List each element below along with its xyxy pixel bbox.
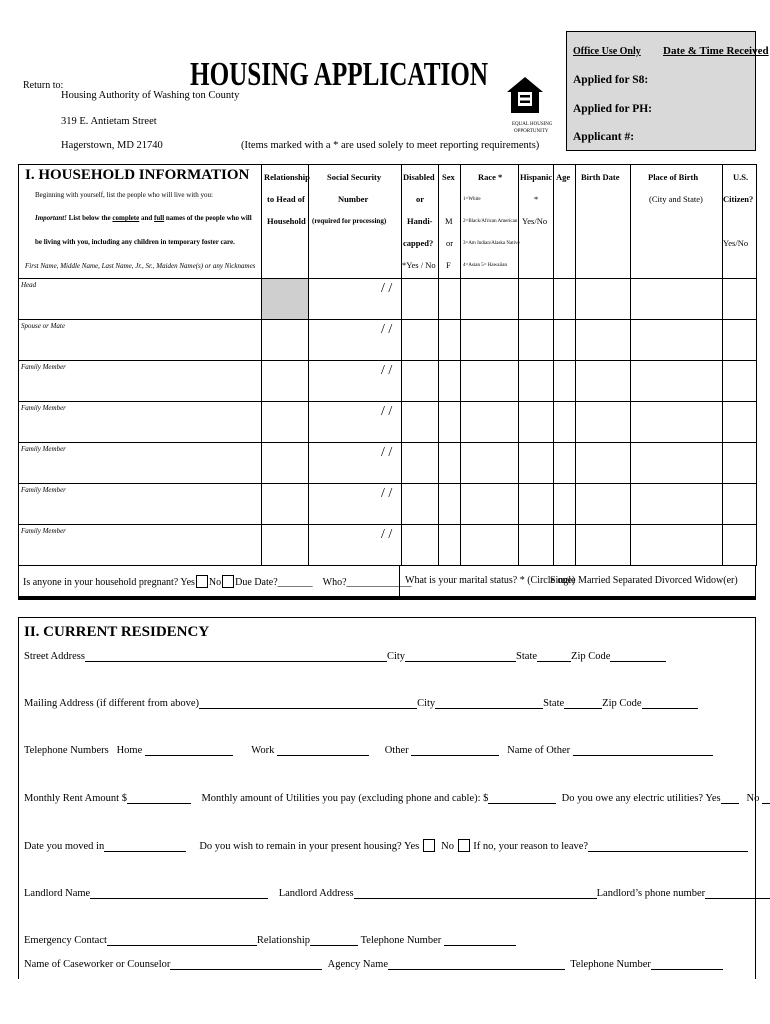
org-name: Housing Authority of Washing ton County bbox=[61, 90, 240, 101]
mailing-field[interactable] bbox=[199, 697, 417, 709]
marital-options[interactable]: Single Married Separated Divorced Widow(er) bbox=[550, 575, 738, 586]
race-header-5: 4=Asian 5= Hawaiian bbox=[463, 263, 507, 268]
table-row[interactable] bbox=[19, 402, 757, 443]
ssn-cell[interactable] bbox=[309, 402, 402, 443]
return-to-label: Return to: bbox=[23, 80, 64, 91]
disabled-cell[interactable] bbox=[402, 443, 439, 484]
member-name-cell[interactable] bbox=[19, 279, 262, 320]
state-label: State bbox=[516, 651, 538, 662]
pregnant-question: Is anyone in your household pregnant? Yes No Due Date?_______ Who?_____________ bbox=[23, 577, 412, 588]
relationship-cell[interactable] bbox=[262, 484, 309, 525]
eho-text-1: EQUAL HOUSING bbox=[512, 122, 553, 127]
member-name-cell[interactable] bbox=[19, 402, 262, 443]
citizen-cell[interactable] bbox=[723, 525, 757, 566]
moved-in-row bbox=[24, 839, 748, 852]
pregnant-no-checkbox[interactable] bbox=[222, 575, 234, 588]
moved-in-field[interactable] bbox=[104, 840, 186, 852]
caseworker-phone-label: Telephone Number bbox=[570, 959, 651, 970]
race-header-2: 1=White bbox=[463, 197, 481, 202]
name-other-field[interactable] bbox=[573, 744, 713, 756]
emergency-field[interactable] bbox=[107, 934, 257, 946]
owe-no-label: No bbox=[746, 793, 760, 804]
hispanic-cell[interactable] bbox=[519, 443, 554, 484]
birth-cell[interactable] bbox=[576, 525, 631, 566]
date-slash: / / bbox=[381, 404, 393, 419]
sex-header-4: F bbox=[446, 260, 451, 270]
equal-housing-logo-icon bbox=[505, 75, 545, 115]
citizen-cell[interactable] bbox=[723, 279, 757, 320]
member-name-cell[interactable] bbox=[19, 443, 262, 484]
hispanic-cell[interactable] bbox=[519, 402, 554, 443]
citizen-header-1: U.S. bbox=[733, 172, 749, 182]
telephone-row bbox=[24, 744, 713, 756]
birth-cell[interactable] bbox=[576, 279, 631, 320]
pob-cell[interactable] bbox=[631, 484, 723, 525]
disabled-cell[interactable] bbox=[402, 361, 439, 402]
other-phone-field[interactable] bbox=[411, 744, 499, 756]
instruction-1: Beginning with yourself, list the people who will live with you: bbox=[35, 191, 213, 199]
dis-header-3: Handi- bbox=[407, 216, 433, 226]
his-header-3: Yes/No bbox=[522, 216, 548, 226]
emergency-phone-label: Telephone Number bbox=[360, 935, 442, 946]
page-title: HOUSING APPLICATION bbox=[190, 56, 489, 93]
date-slash: / / bbox=[381, 322, 393, 337]
landlord-row bbox=[24, 887, 770, 899]
agency-label: Agency Name bbox=[327, 959, 388, 970]
reporting-note: (Items marked with a * are used solely to meet reporting requirements) bbox=[241, 140, 540, 151]
race-header-4: 3=Am Indian/Alaska Native bbox=[463, 241, 520, 246]
mailing-address-row bbox=[24, 697, 698, 709]
age-cell[interactable] bbox=[554, 320, 576, 361]
sex-cell[interactable] bbox=[439, 361, 461, 402]
table-row[interactable] bbox=[19, 443, 757, 484]
row-label: Family Member bbox=[21, 363, 66, 371]
member-name-cell[interactable] bbox=[19, 484, 262, 525]
disabled-header-cell bbox=[402, 165, 439, 279]
ssn-header-cell bbox=[309, 165, 402, 279]
disabled-cell[interactable] bbox=[402, 484, 439, 525]
disabled-cell[interactable] bbox=[402, 279, 439, 320]
ssn-cell[interactable] bbox=[309, 484, 402, 525]
disabled-cell[interactable] bbox=[402, 320, 439, 361]
relationship-cell[interactable] bbox=[262, 320, 309, 361]
hispanic-cell[interactable] bbox=[519, 525, 554, 566]
zip-field[interactable] bbox=[642, 697, 698, 709]
birth-cell[interactable] bbox=[576, 361, 631, 402]
relationship-cell bbox=[262, 279, 309, 320]
owe-yes-field[interactable] bbox=[721, 792, 739, 804]
ssn-cell[interactable] bbox=[309, 279, 402, 320]
marital-question: What is your marital status? * (Circle one) bbox=[405, 575, 576, 586]
caseworker-label: Name of Caseworker or Counselor bbox=[24, 959, 171, 970]
mailing-label: Mailing Address (if different from above) bbox=[24, 698, 200, 709]
row-label: Head bbox=[21, 281, 37, 289]
instruction-2: Important! List below the complete and full names of the people who will bbox=[35, 214, 252, 222]
birth-cell[interactable] bbox=[576, 484, 631, 525]
city-field[interactable] bbox=[405, 650, 516, 662]
hispanic-cell[interactable] bbox=[519, 320, 554, 361]
citizen-cell[interactable] bbox=[723, 443, 757, 484]
pregnancy-marital-row bbox=[18, 565, 756, 597]
section2-title: II. CURRENT RESIDENCY bbox=[24, 624, 210, 640]
household-table bbox=[18, 164, 757, 566]
office-use-label: Office Use Only bbox=[573, 46, 641, 57]
table-row[interactable] bbox=[19, 279, 757, 320]
ssn-header-3: (required for processing) bbox=[312, 217, 387, 225]
sex-cell[interactable] bbox=[439, 484, 461, 525]
row-label: Family Member bbox=[21, 527, 66, 535]
home-label: Home bbox=[116, 745, 143, 756]
state-label: State bbox=[543, 698, 565, 709]
age-cell[interactable] bbox=[554, 361, 576, 402]
instruction-4: First Name, Middle Name, Last Name, Jr., Sr., Maiden Name(s) or any Nicknames bbox=[25, 262, 256, 270]
landlord-name-label: Landlord Name bbox=[24, 888, 91, 899]
emergency-phone-field[interactable] bbox=[444, 934, 516, 946]
street-field[interactable] bbox=[85, 650, 387, 662]
citizen-cell[interactable] bbox=[723, 320, 757, 361]
emergency-label: Emergency Contact bbox=[24, 935, 107, 946]
race-header-cell bbox=[461, 165, 519, 279]
row-label: Family Member bbox=[21, 486, 66, 494]
zip-label: Zip Code bbox=[602, 698, 642, 709]
dis-header-5: *Yes / No bbox=[402, 260, 436, 270]
citizen-header-3: Yes/No bbox=[723, 238, 749, 248]
race-header-1: Race * bbox=[478, 172, 503, 182]
work-phone-field[interactable] bbox=[277, 744, 369, 756]
table-row[interactable] bbox=[19, 525, 757, 566]
race-cell[interactable] bbox=[461, 279, 519, 320]
hispanic-cell[interactable] bbox=[519, 279, 554, 320]
moved-in-label: Date you moved in bbox=[24, 841, 105, 852]
race-cell[interactable] bbox=[461, 402, 519, 443]
landlord-phone-field[interactable] bbox=[705, 887, 770, 899]
ssn-header-1: Social Security bbox=[327, 172, 382, 182]
date-time-received-label: Date & Time Received bbox=[663, 45, 769, 57]
other-label: Other bbox=[384, 745, 409, 756]
citizen-header-2: Citizen? bbox=[723, 194, 754, 204]
relationship-label: Relationship bbox=[256, 935, 310, 946]
remain-label: Do you wish to remain in your present housing? Yes bbox=[199, 841, 420, 852]
sex-header-2: M bbox=[445, 216, 453, 226]
rel-header-1: Relationship bbox=[264, 172, 310, 182]
zip-field[interactable] bbox=[610, 650, 666, 662]
remain-yes-checkbox[interactable] bbox=[423, 839, 435, 852]
owe-utilities-label: Do you owe any electric utilities? Yes bbox=[561, 793, 721, 804]
ssn-cell[interactable] bbox=[309, 361, 402, 402]
sex-cell[interactable] bbox=[439, 279, 461, 320]
pob-cell[interactable] bbox=[631, 320, 723, 361]
his-header-1: Hispanic bbox=[520, 172, 553, 182]
citizen-cell[interactable] bbox=[723, 484, 757, 525]
city-label: City bbox=[386, 651, 406, 662]
date-slash: / / bbox=[381, 527, 393, 542]
instruction-3: be living with you, including any children in temporary foster care. bbox=[35, 238, 235, 246]
remain-no-checkbox[interactable] bbox=[458, 839, 470, 852]
relationship-field[interactable] bbox=[310, 934, 358, 946]
landlord-address-field[interactable] bbox=[354, 887, 597, 899]
rel-header-2: to Head of bbox=[267, 194, 305, 204]
caseworker-row bbox=[24, 958, 723, 970]
caseworker-phone-field[interactable] bbox=[651, 958, 723, 970]
remain-no-label: No bbox=[441, 841, 454, 852]
section1-title: I. HOUSEHOLD INFORMATION bbox=[25, 167, 250, 183]
rel-header-3: Household bbox=[267, 216, 306, 226]
relationship-cell[interactable] bbox=[262, 402, 309, 443]
sex-header-cell bbox=[439, 165, 461, 279]
city-label: City bbox=[417, 698, 436, 709]
sex-header-1: Sex bbox=[442, 172, 455, 182]
utilities-field[interactable] bbox=[488, 792, 556, 804]
member-name-cell[interactable] bbox=[19, 320, 262, 361]
date-slash: / / bbox=[381, 281, 393, 296]
office-use-box bbox=[566, 31, 769, 151]
sex-cell[interactable] bbox=[439, 443, 461, 484]
race-header-3: 2=Black/African American bbox=[463, 219, 518, 224]
his-header-2: * bbox=[534, 194, 539, 204]
disabled-cell[interactable] bbox=[402, 525, 439, 566]
race-cell[interactable] bbox=[461, 525, 519, 566]
ssn-cell[interactable] bbox=[309, 525, 402, 566]
landlord-name-field[interactable] bbox=[90, 887, 268, 899]
owe-no-field[interactable] bbox=[762, 792, 770, 804]
age-cell[interactable] bbox=[554, 525, 576, 566]
ssn-header-2: Number bbox=[338, 194, 369, 204]
landlord-address-label: Landlord Address bbox=[278, 888, 354, 899]
hispanic-header-cell bbox=[519, 165, 554, 279]
dis-header-4: capped? bbox=[403, 238, 434, 248]
date-slash: / / bbox=[381, 486, 393, 501]
relationship-cell[interactable] bbox=[262, 525, 309, 566]
row-label: Spouse or Mate bbox=[21, 322, 65, 330]
reason-label: If no, your reason to leave? bbox=[473, 841, 589, 852]
pregnant-yes-checkbox[interactable] bbox=[196, 575, 208, 588]
age-cell[interactable] bbox=[554, 279, 576, 320]
name-other-label: Name of Other bbox=[507, 745, 571, 756]
eho-text-2: OPPORTUNITY bbox=[514, 129, 549, 134]
disabled-cell[interactable] bbox=[402, 402, 439, 443]
table-row[interactable] bbox=[19, 484, 757, 525]
rent-label: Monthly Rent Amount $ bbox=[24, 793, 127, 804]
sex-header-3: or bbox=[446, 238, 454, 248]
age-cell[interactable] bbox=[554, 484, 576, 525]
relationship-header-cell bbox=[262, 165, 309, 279]
org-address-street: 319 E. Antietam Street bbox=[61, 116, 157, 127]
age-cell[interactable] bbox=[554, 402, 576, 443]
emergency-row bbox=[24, 934, 516, 946]
table-row[interactable] bbox=[19, 361, 757, 402]
pob-header-1: Place of Birth bbox=[648, 172, 699, 182]
pob-cell[interactable] bbox=[631, 443, 723, 484]
hispanic-cell[interactable] bbox=[519, 361, 554, 402]
home-phone-field[interactable] bbox=[145, 744, 233, 756]
table-row[interactable] bbox=[19, 320, 757, 361]
birth-cell[interactable] bbox=[576, 443, 631, 484]
caseworker-field[interactable] bbox=[170, 958, 322, 970]
pob-cell[interactable] bbox=[631, 525, 723, 566]
ssn-cell[interactable] bbox=[309, 320, 402, 361]
household-header-row bbox=[19, 165, 757, 279]
race-cell[interactable] bbox=[461, 443, 519, 484]
street-address-row bbox=[24, 650, 666, 662]
tel-label: Telephone Numbers bbox=[24, 745, 109, 756]
state-field[interactable] bbox=[537, 650, 571, 662]
org-address-city: Hagerstown, MD 21740 bbox=[61, 140, 163, 151]
applied-s8-label: Applied for S8: bbox=[573, 74, 649, 86]
agency-field[interactable] bbox=[388, 958, 565, 970]
pob-header-2: (City and State) bbox=[649, 194, 703, 204]
relationship-cell[interactable] bbox=[262, 443, 309, 484]
sex-cell[interactable] bbox=[439, 402, 461, 443]
race-cell[interactable] bbox=[461, 320, 519, 361]
dis-header-2: or bbox=[416, 194, 425, 204]
citizen-cell[interactable] bbox=[723, 402, 757, 443]
names-header-cell bbox=[19, 165, 262, 279]
birth-cell[interactable] bbox=[576, 320, 631, 361]
rent-row bbox=[24, 792, 770, 804]
race-cell[interactable] bbox=[461, 361, 519, 402]
pob-header-cell bbox=[631, 165, 723, 279]
street-label: Street Address bbox=[24, 651, 85, 662]
sex-cell[interactable] bbox=[439, 525, 461, 566]
work-label: Work bbox=[251, 745, 275, 756]
pob-cell[interactable] bbox=[631, 402, 723, 443]
race-cell[interactable] bbox=[461, 484, 519, 525]
citizen-header-cell bbox=[723, 165, 757, 279]
pob-cell[interactable] bbox=[631, 279, 723, 320]
applied-ph-label: Applied for PH: bbox=[573, 103, 653, 115]
birth-header-cell bbox=[576, 165, 631, 279]
member-name-cell[interactable] bbox=[19, 361, 262, 402]
applicant-number-label: Applicant #: bbox=[573, 131, 635, 143]
rent-field[interactable] bbox=[127, 792, 191, 804]
pob-cell[interactable] bbox=[631, 361, 723, 402]
zip-label: Zip Code bbox=[571, 651, 611, 662]
section-divider bbox=[18, 597, 756, 600]
age-header: Age bbox=[556, 172, 571, 182]
reason-field[interactable] bbox=[588, 840, 748, 852]
member-name-cell[interactable] bbox=[19, 525, 262, 566]
landlord-phone-label: Landlord’s phone number bbox=[596, 888, 706, 899]
row-label: Family Member bbox=[21, 404, 66, 412]
age-cell[interactable] bbox=[554, 443, 576, 484]
utilities-label: Monthly amount of Utilities you pay (excluding phone and cable): $ bbox=[201, 793, 489, 804]
date-slash: / / bbox=[381, 363, 393, 378]
date-slash: / / bbox=[381, 445, 393, 460]
row-label: Family Member bbox=[21, 445, 66, 453]
hispanic-cell[interactable] bbox=[519, 484, 554, 525]
dis-header-1: Disabled bbox=[403, 172, 435, 182]
city-field[interactable] bbox=[435, 697, 543, 709]
ssn-cell[interactable] bbox=[309, 443, 402, 484]
sex-cell[interactable] bbox=[439, 320, 461, 361]
birth-cell[interactable] bbox=[576, 402, 631, 443]
state-field[interactable] bbox=[564, 697, 602, 709]
citizen-cell[interactable] bbox=[723, 361, 757, 402]
birth-header: Birth Date bbox=[581, 172, 620, 182]
relationship-cell[interactable] bbox=[262, 361, 309, 402]
age-header-cell bbox=[554, 165, 576, 279]
